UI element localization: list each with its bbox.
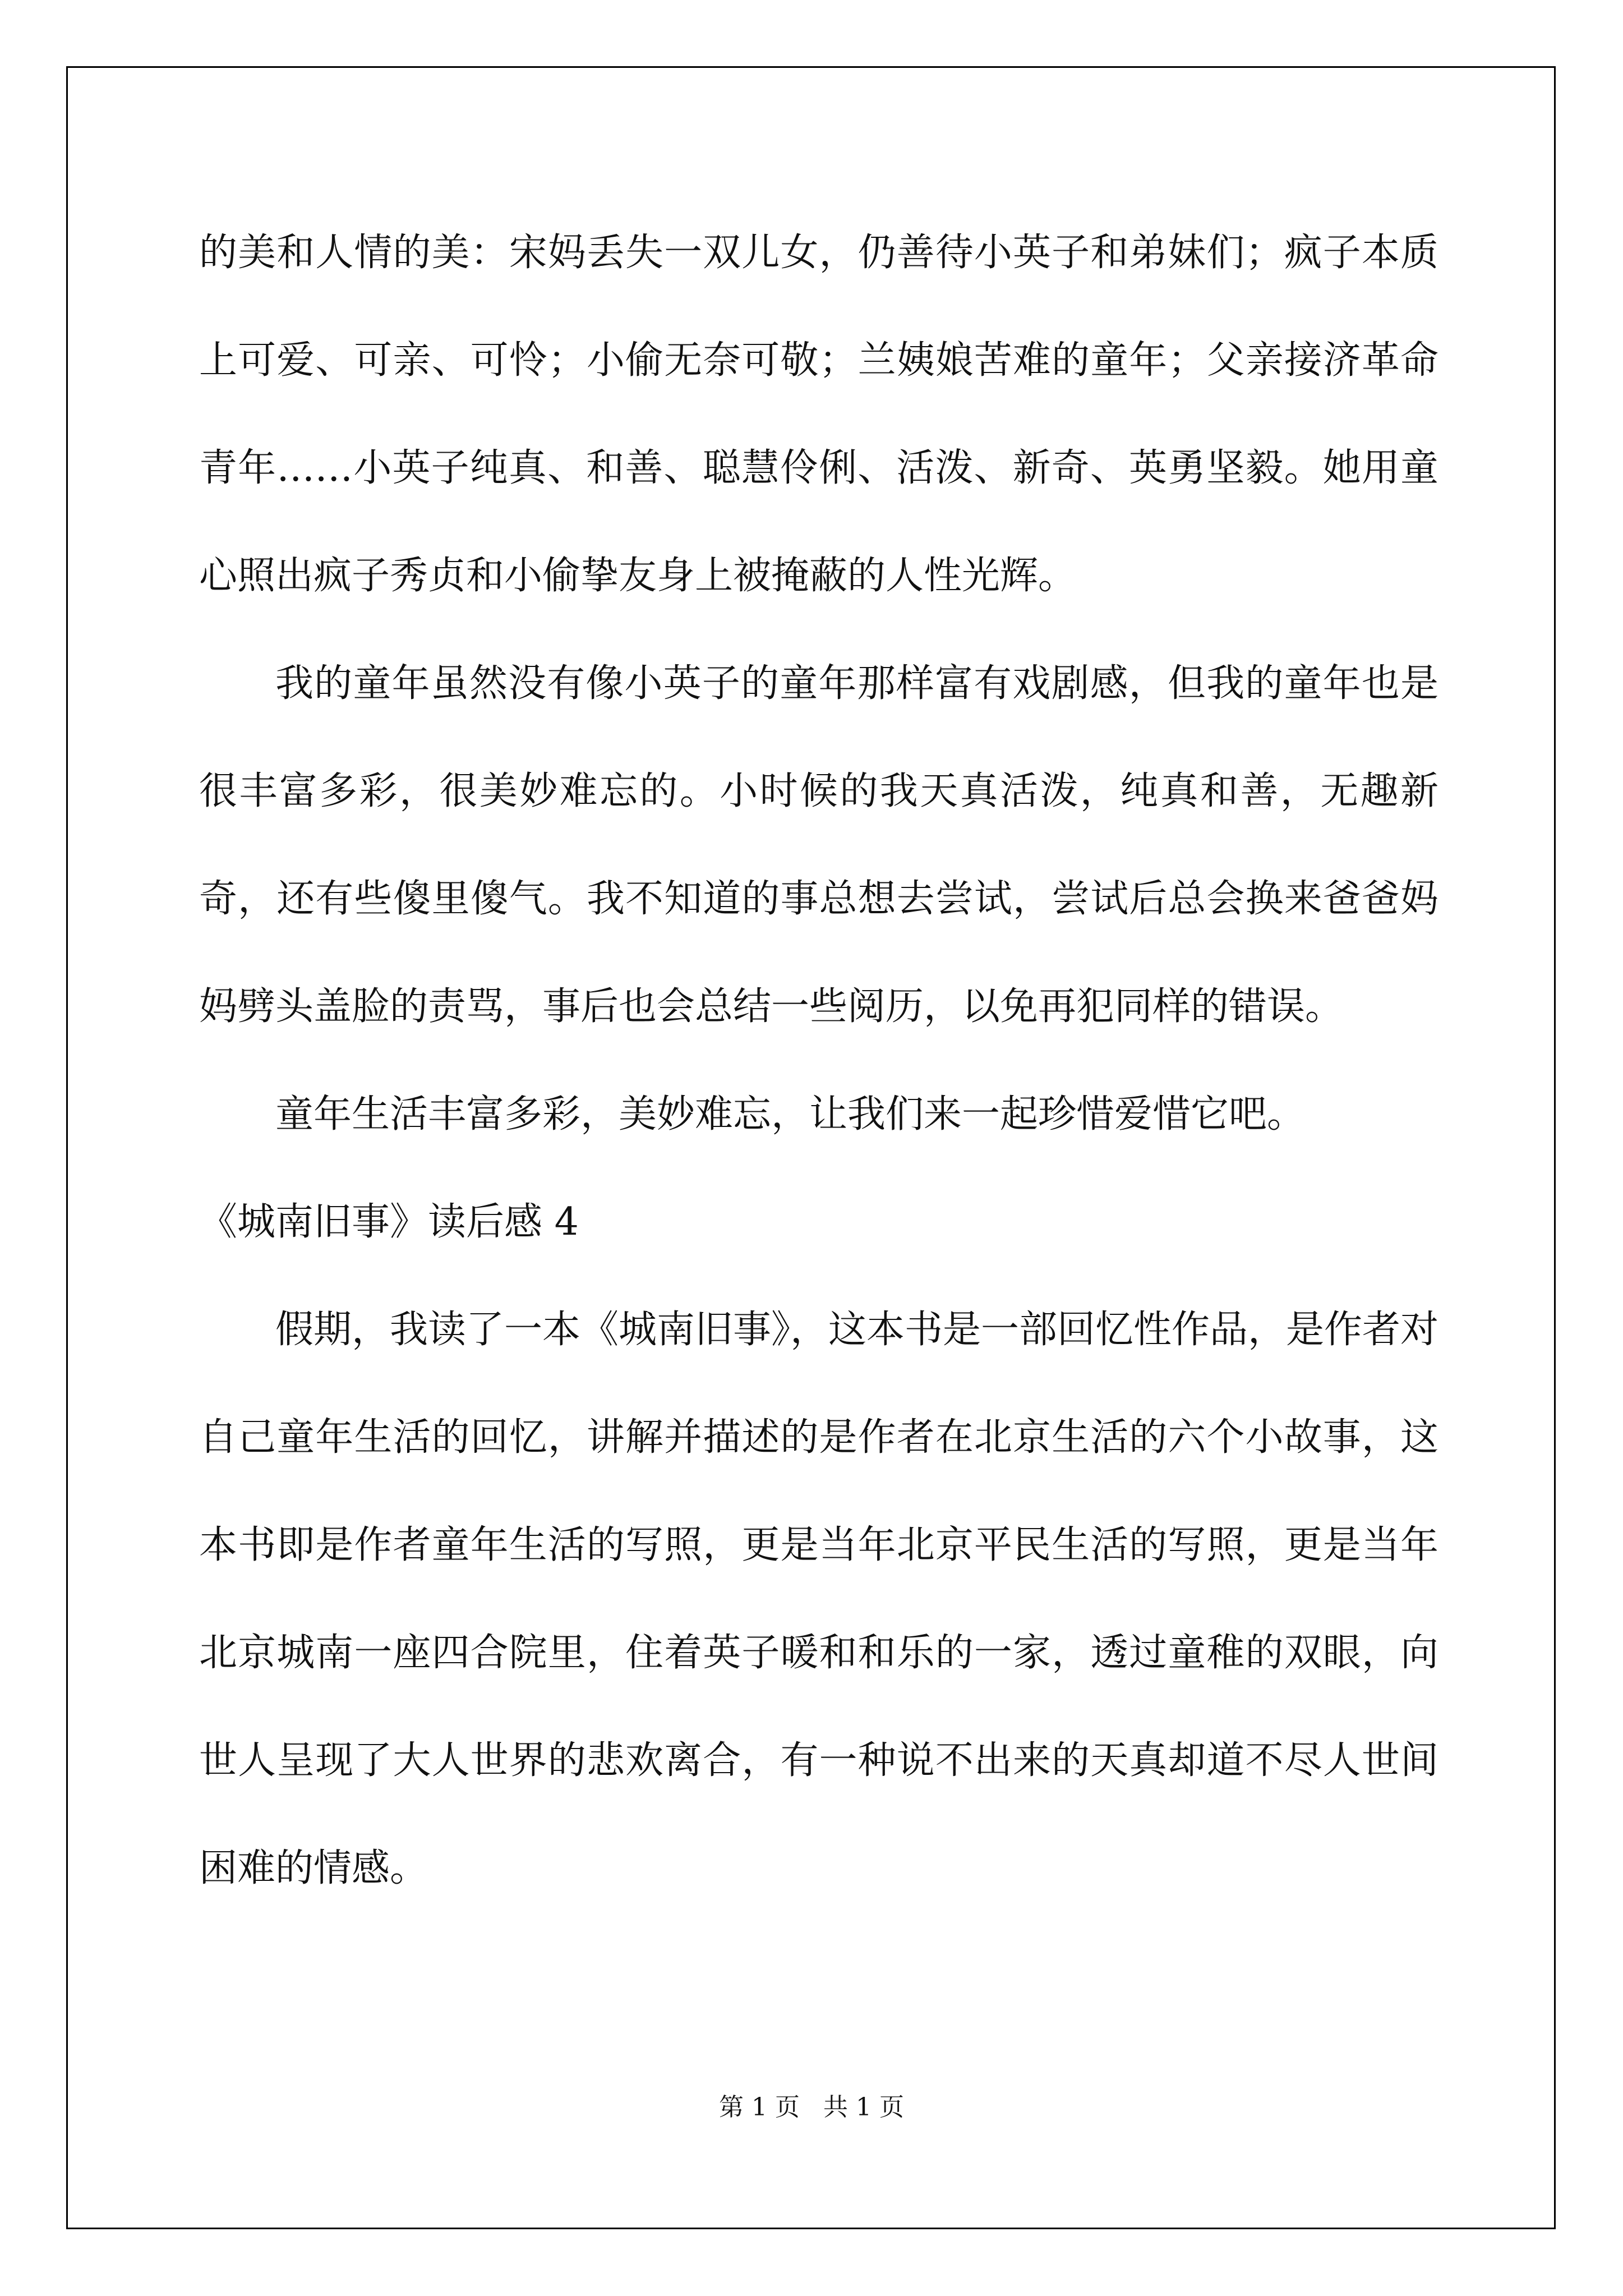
page-number: 第 1 页 [719, 2093, 800, 2122]
paragraph-3: 童年生活丰富多彩，美妙难忘，让我们来一起珍惜爱惜它吧。 [275, 1092, 1306, 1137]
paragraph-1: 的美和人情的美：宋妈丢失一双儿女，仍善待小英子和弟妹们；疯子本质上可爱、可亲、可怜；小偷无奈可敬；兰姨娘苦难的童年；父亲接济革命青年……小英子纯真、和善、聪慧伶俐、活泼、新奇、英勇坚毅。她用童心照出疯子秀贞和小偷挚友身上被掩蔽的人性光辉。 [199, 231, 1438, 598]
section-heading: 《城南旧事》读后感 4 [199, 1200, 579, 1244]
paragraph-4: 假期，我读了一本《城南旧事》，这本书是一部回忆性作品，是作者对自己童年生活的回忆，讲解并描述的是作者在北京生活的六个小故事，这本书即是作者童年生活的写照，更是当年北京平民生活的写照，更是当年北京城南一座四合院里，住着英子暖和和乐的一家，透过童稚的双眼，向世人呈现了大人世界的悲欢离合，有一种说不出来的天真却道不尽人世间困难的情感。 [199, 1308, 1439, 1890]
document-body [199, 199, 1438, 1922]
paragraph-2: 我的童年虽然没有像小英子的童年那样富有戏剧感，但我的童年也是很丰富多彩，很美妙难忘的。小时候的我天真活泼，纯真和善，无趣新奇，还有些傻里傻气。我不知道的事总想去尝试，尝试后总会换来爸爸妈妈劈头盖脸的责骂，事后也会总结一些阅历，以免再犯同样的错误。 [199, 661, 1438, 1029]
page-footer [0, 2087, 1623, 2123]
page-total: 共 1 页 [823, 2093, 904, 2122]
